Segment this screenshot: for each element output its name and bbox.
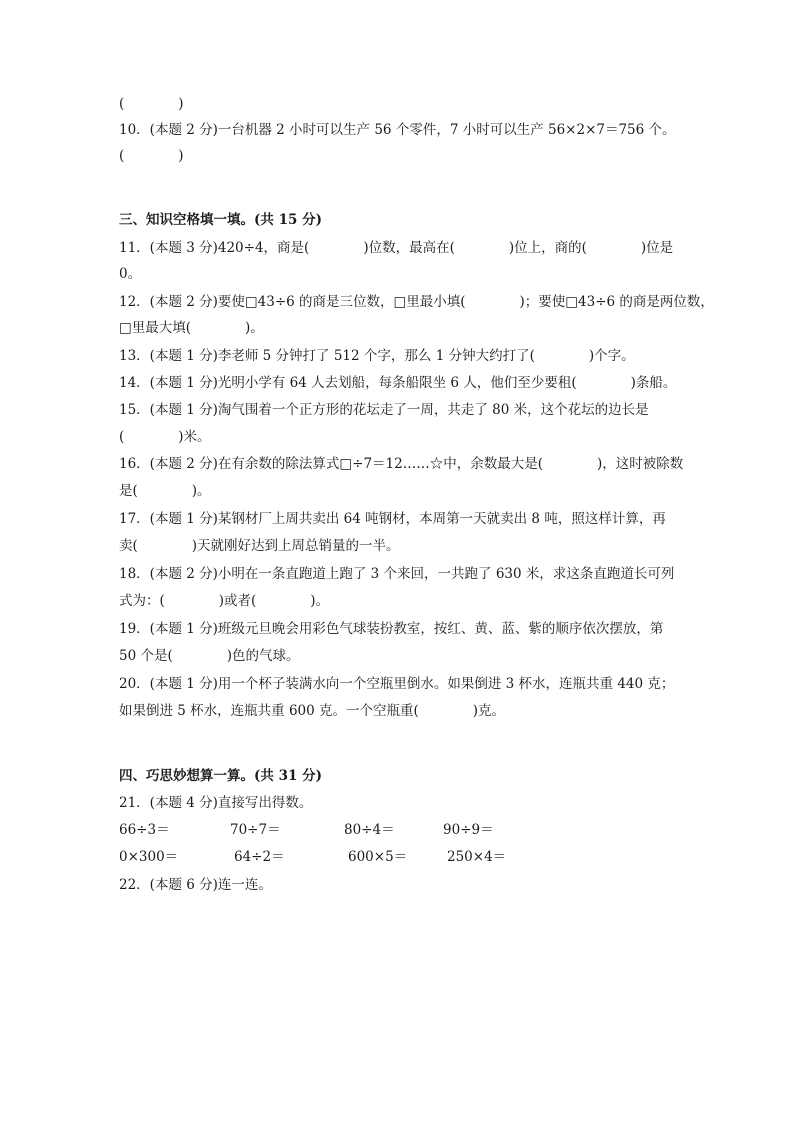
question-11-line: 0。 — [119, 266, 142, 282]
calc-item: 250×4＝ — [447, 849, 507, 865]
question-16-line: 是( )。 — [119, 483, 211, 499]
question-14-line: 14．(本题 1 分)光明小学有 64 人去划船，每条船限坐 6 人，他们至少要租( )条船。 — [119, 375, 677, 391]
section-3-title: 三、知识空格填一填。(共 15 分) — [119, 212, 322, 228]
question-11-line: 11．(本题 3 分)420÷4，商是( )位数，最高在( )位上，商的( )位是 — [119, 240, 674, 256]
question-12-line: □里最大填( )。 — [119, 320, 264, 336]
question-10: 10．(本题 2 分)一台机器 2 小时可以生产 56 个零件，7 小时可以生产 56×2×7＝756 个。 — [119, 122, 676, 138]
section-4-title: 四、巧思妙想算一算。(共 31 分) — [119, 768, 322, 784]
question-19-line: 50 个是( )色的气球。 — [119, 648, 300, 664]
calc-item: 66÷3＝ — [119, 822, 170, 838]
answer-blank: ( ) — [119, 96, 184, 112]
question-15-line: 15．(本题 1 分)淘气围着一个正方形的花坛走了一周，共走了 80 米，这个花坛的边长是 — [119, 402, 649, 418]
question-16-line: 16．(本题 2 分)在有余数的除法算式□÷7＝12……☆中，余数最大是( )，这时被除数 — [119, 456, 684, 472]
answer-blank: ( ) — [119, 148, 184, 164]
question-13-line: 13．(本题 1 分)李老师 5 分钟打了 512 个字，那么 1 分钟大约打了( )个字。 — [119, 348, 635, 364]
question-12-line: 12．(本题 2 分)要使□43÷6 的商是三位数，□里最小填( )；要使□43÷6 的商是两位数， — [119, 294, 714, 310]
calc-item: 600×5＝ — [348, 849, 408, 865]
question-22: 22．(本题 6 分)连一连。 — [119, 877, 272, 893]
calc-item: 64÷2＝ — [234, 849, 285, 865]
question-20-line: 20．(本题 1 分)用一个杯子装满水向一个空瓶里倒水。如果倒进 3 杯水，连瓶共重 440 克； — [119, 676, 675, 692]
question-17-line: 17．(本题 1 分)某钢材厂上周共卖出 64 吨钢材，本周第一天就卖出 8 吨，照这样计算，再 — [119, 511, 666, 527]
question-18-line: 式为：( )或者( )。 — [119, 593, 330, 609]
calc-item: 0×300＝ — [119, 849, 179, 865]
calc-item: 80÷4＝ — [344, 822, 395, 838]
calc-item: 70÷7＝ — [230, 822, 281, 838]
question-18-line: 18．(本题 2 分)小明在一条直跑道上跑了 3 个来回，一共跑了 630 米，求这条直跑道长可列 — [119, 566, 675, 582]
question-21: 21．(本题 4 分)直接写出得数。 — [119, 795, 313, 811]
question-15-line: ( )米。 — [119, 429, 211, 445]
question-19-line: 19．(本题 1 分)班级元旦晚会用彩色气球装扮教室，按红、黄、蓝、紫的顺序依次摆放，第 — [119, 621, 664, 637]
calc-item: 90÷9＝ — [443, 822, 494, 838]
question-20-line: 如果倒进 5 杯水，连瓶共重 600 克。一个空瓶重( )克。 — [119, 703, 506, 719]
question-17-line: 卖( )天就刚好达到上周总销量的一半。 — [119, 538, 400, 554]
